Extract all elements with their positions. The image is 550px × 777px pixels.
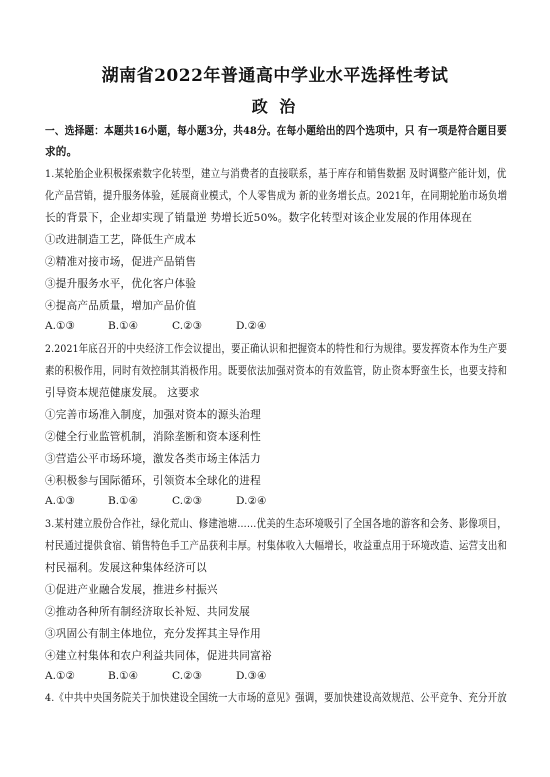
question-2-stem-line-2: 素的积极作用，同时有效控制其消极作用。既要依法加强对资本的有效监管，防止资本野蛮生长，也要支持和 [45,365,508,377]
question-2-option-c: C.②③ [172,495,203,507]
question-2-item-4: ④积极参与国际循环，引领资本全球化的进程 [45,475,261,487]
question-1-stem-line-1: 1.某轮胎企业积极探索数字化转型，建立与消费者的直接联系，基于库存和销售数据 及时调整产能计划，优 [45,168,507,180]
question-1-item-3: ③提升服务水平，优化客户体验 [45,278,197,290]
question-3-option-a: A.①② [45,670,76,682]
question-1-option-a: A.①③ [45,320,76,332]
question-1-stem-line-3: 长的背景下，企业却实现了销量逆 势增长近50%。数字化转型对该企业发展的作用体现在 [45,212,473,224]
question-3-item-2: ②推动各种所有制经济取长补短、共同发展 [45,606,251,618]
question-3-item-3: ③巩固公有制主体地位，充分发挥其主导作用 [45,628,261,640]
question-3-option-d: D.③④ [236,670,267,682]
question-1-option-d: D.②④ [236,320,267,332]
question-2-item-2: ②健全行业监管机制，消除垄断和资本逐利性 [45,431,261,443]
question-1-item-4: ④提高产品质量，增加产品价值 [45,300,197,312]
question-1-option-c: C.②③ [172,320,203,332]
question-4-stem-line-1: 4.《中共中央国务院关于加快建设全国统一大市场的意见》强调，要加快建设高效规范、公平竞争、充分开放 [45,692,507,704]
question-2-item-1: ①完善市场准入制度，加强对资本的源头治理 [45,409,261,421]
question-1-item-2: ②精准对接市场，促进产品销售 [45,256,197,268]
question-3-item-4: ④建立村集体和农户利益共同体，促进共同富裕 [45,650,272,662]
question-1-option-b: B.①④ [108,320,139,332]
question-3-option-c: C.②③ [172,670,203,682]
question-3-stem-line-1: 3.某村建立股份合作社，绿化荒山、修建池塘……优美的生态环境吸引了全国各地的游客和会务、影像项目， [45,518,507,530]
question-3-option-b: B.①④ [108,670,139,682]
question-1-item-1: ①改进制造工艺，降低生产成本 [45,234,197,246]
question-2-item-3: ③营造公平市场环境，激发各类市场主体活力 [45,453,261,465]
question-2-stem-line-1: 2.2021年底召开的中央经济工作会议提出，要正确认识和把握资本的特性和行为规律。要发挥资本作为生产要 [45,343,508,355]
question-3-stem-line-3: 村民福利。发展这种集体经济可以 [45,562,207,574]
exam-title: 湖南省2022年普通高中学业水平选择性考试 [101,66,449,86]
subject-title: 政 治 [251,97,299,116]
section-instructions-line-1: 一、选择题：本题共16小题，每小题3分，共48分。在每小题给出的四个选项中，只 有一项是符合题目要 [45,125,507,137]
question-2-stem-line-3: 引导资本规范健康发展。 这要求 [45,387,200,399]
question-3-item-1: ①促进产业融合发展，推进乡村振兴 [45,584,218,596]
question-3-stem-line-2: 村民通过提供食宿、销售特色手工产品获利丰厚。村集体收入大幅增长，收益重点用于环境改造、运营支出和 [45,540,508,552]
question-2-option-a: A.①③ [45,495,76,507]
section-instructions-line-2: 求的。 [45,146,78,158]
question-2-option-b: B.①④ [108,495,139,507]
question-2-option-d: D.②④ [236,495,267,507]
question-1-stem-line-2: 化产品营销，提升服务体验，延展商业模式，个人零售成为 新的业务增长点。2021年，在同期轮胎市场负增 [45,190,508,202]
